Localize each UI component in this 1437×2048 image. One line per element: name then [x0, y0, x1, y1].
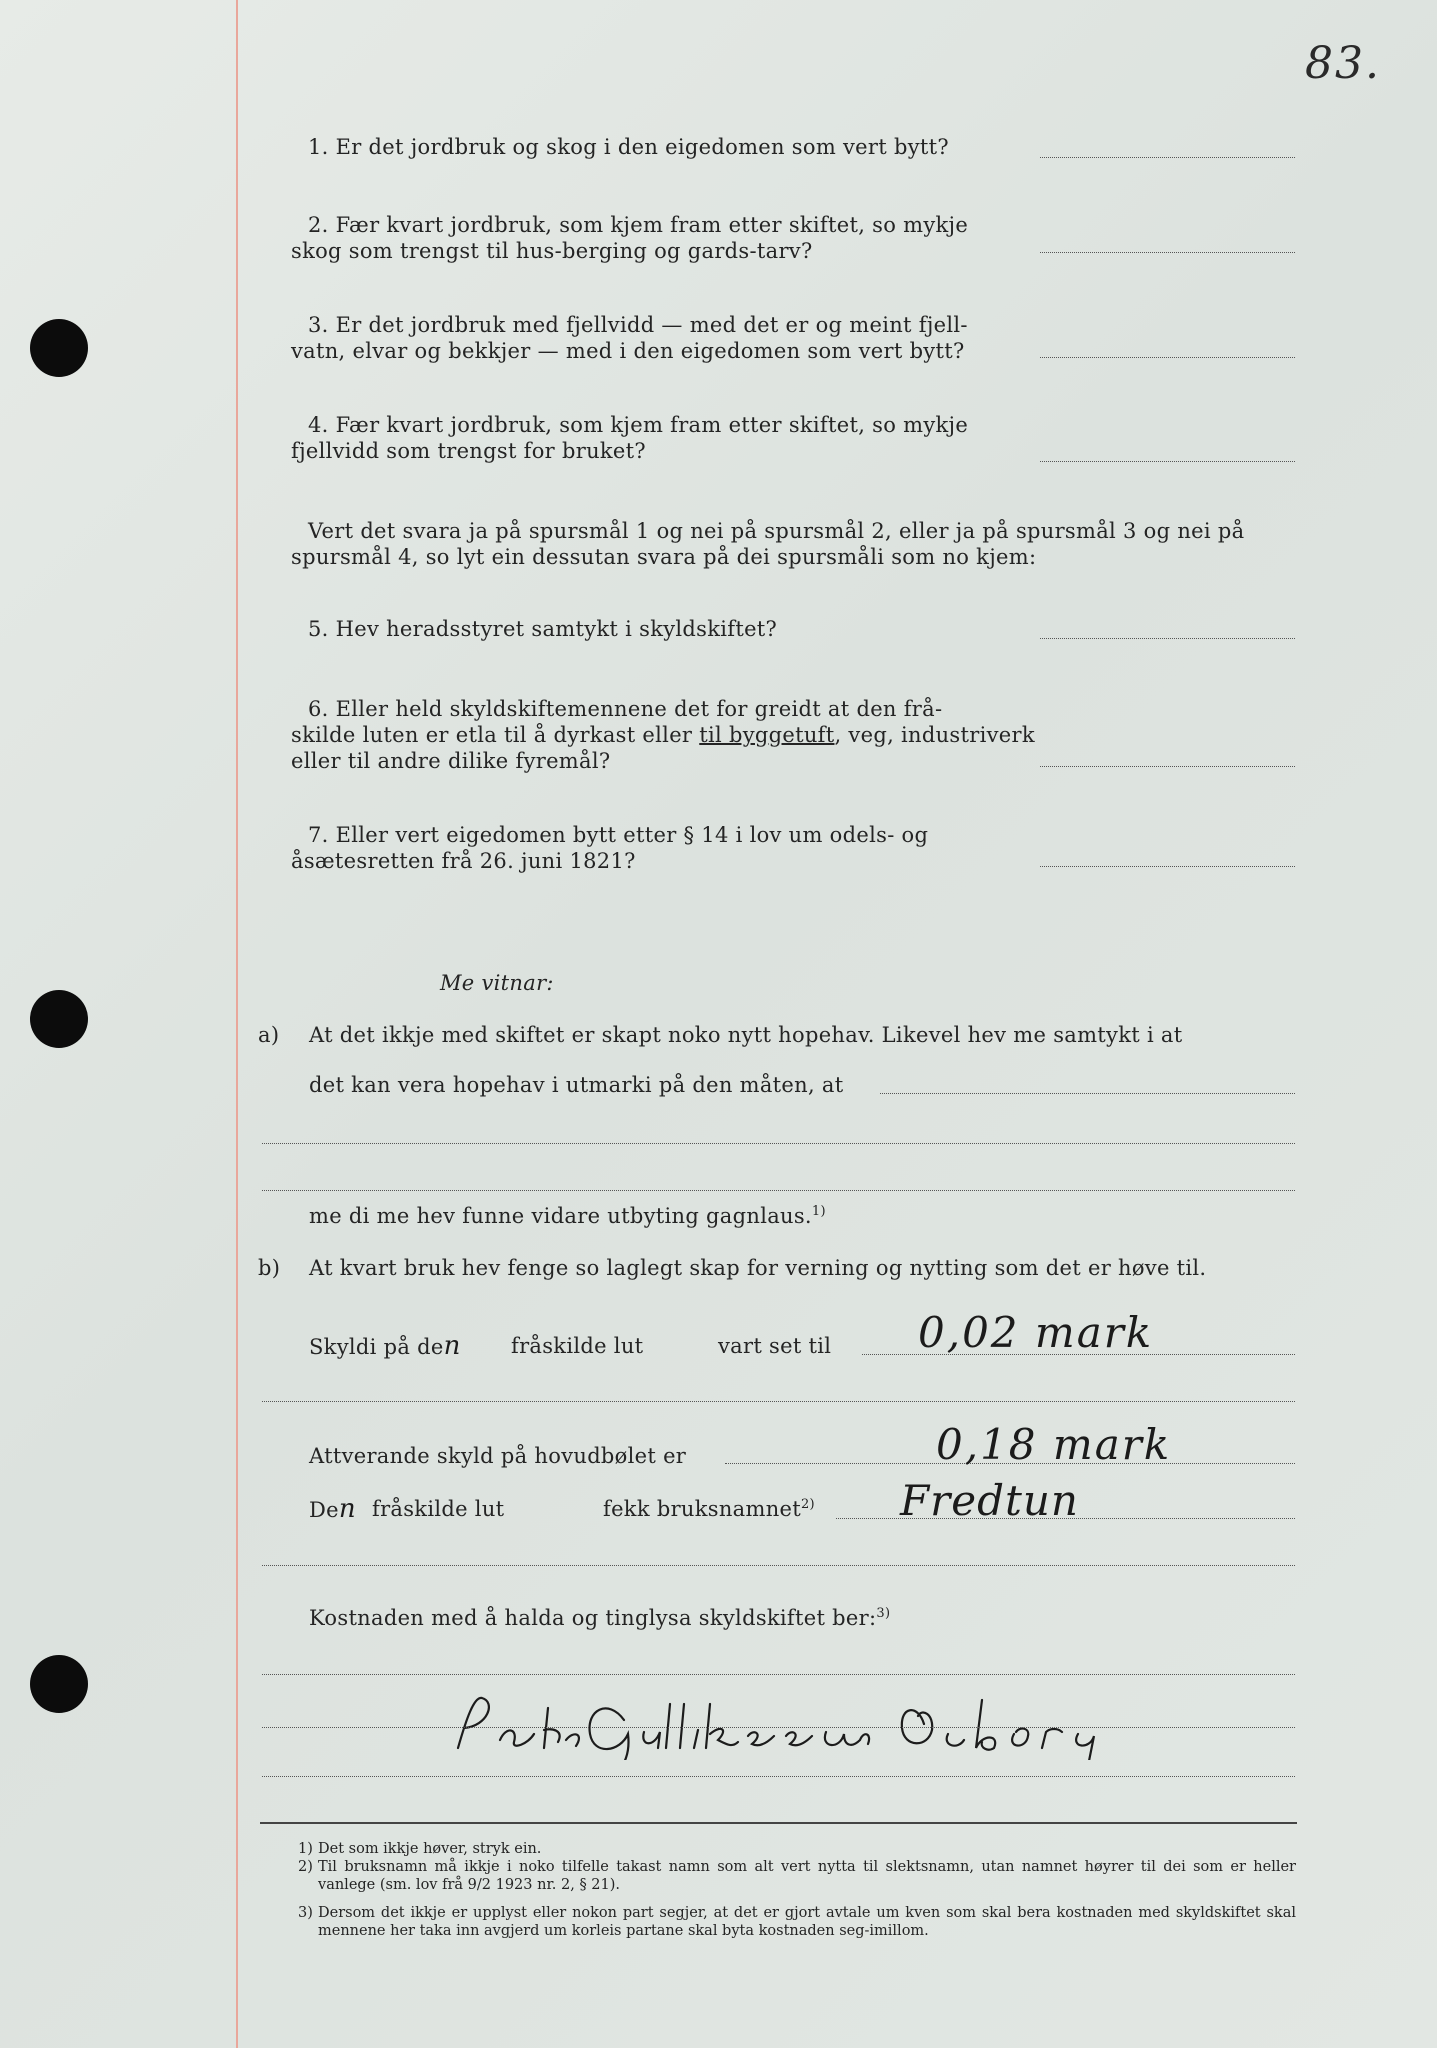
footnote-ref-2: 2)	[800, 1497, 815, 1512]
question-6-text-b: , veg, industriverk	[834, 723, 1035, 747]
kostnad-line	[262, 1674, 1295, 1675]
kostnad-line	[262, 1727, 1295, 1728]
section-a-line-2: det kan vera hopehav i utmarki på den måten, at	[309, 1073, 844, 1097]
footnote-ref-1: 1)	[811, 1204, 826, 1219]
footnote-2-label: 2)	[298, 1859, 313, 1875]
bruksnamn-label-c-text: fekk bruksnamnet	[603, 1497, 801, 1521]
question-4-line-2: fjellvidd som trengst for bruket?	[291, 439, 646, 463]
section-a-fill-line	[262, 1190, 1295, 1191]
footnote-3-label: 3)	[298, 1905, 313, 1921]
answer-line-2	[1040, 252, 1295, 253]
footnote-1-label: 1)	[298, 1841, 313, 1857]
section-a-label: a)	[258, 1023, 280, 1047]
punch-hole	[30, 319, 88, 377]
skyld-extra-line	[262, 1401, 1295, 1402]
punch-hole	[30, 990, 88, 1048]
skyld-value: 0,02 mark	[918, 1308, 1154, 1357]
answer-line-1	[1040, 157, 1295, 158]
skyld-label-a: Skyldi på de	[309, 1335, 444, 1359]
bruksnamn-label	[309, 1496, 356, 1523]
red-margin-line	[236, 0, 238, 2048]
handwritten-signature	[448, 1690, 1248, 1760]
question-6-text-a: skilde luten er etla til å dyrkast eller	[291, 723, 700, 747]
question-6-underlined: til byggetuft	[699, 723, 835, 747]
kostnad-label-text: Kostnaden med å halda og tinglysa skyldskiftet ber:	[309, 1606, 877, 1630]
question-1: 1. Er det jordbruk og skog i den eigedomen som vert bytt?	[308, 135, 949, 159]
kostnad-label	[309, 1605, 890, 1631]
question-6-line-2	[291, 722, 1035, 748]
bruksnamn-hand-n: n	[338, 1494, 356, 1524]
question-3-line-2: vatn, elvar og bekkjer — med i den eigedomen som vert bytt?	[291, 339, 965, 363]
section-a-fill-line	[880, 1093, 1295, 1094]
section-a-fill-line	[262, 1143, 1295, 1144]
section-b-label: b)	[258, 1256, 281, 1280]
question-5: 5. Hev heradsstyret samtykt i skyldskiftet?	[308, 617, 778, 641]
skyld-hand-n: n	[443, 1331, 461, 1361]
footnote-2-text: Til bruksnamn må ikkje i noko tilfelle takast namn som alt vert nytta til slektsnamn, utan namnet høyrer til dei som er heller vanlege (sm. lov frå 9/2 1923 nr. 2, § 21).	[318, 1859, 1296, 1893]
answer-line-7	[1040, 866, 1295, 867]
answer-line-6	[1040, 766, 1295, 767]
footnote-separator	[260, 1822, 1297, 1824]
question-4-line-1: 4. Fær kvart jordbruk, som kjem fram etter skiftet, so mykje	[308, 413, 969, 437]
kostnad-line	[262, 1776, 1295, 1777]
question-6-line-3: eller til andre dilike fyremål?	[291, 749, 611, 773]
footnote-ref-3: 3)	[876, 1606, 891, 1621]
answer-line-5	[1040, 638, 1295, 639]
footnote-1-text: Det som ikkje høver, stryk ein.	[318, 1841, 542, 1857]
question-6-line-1: 6. Eller held skyldskiftemennene det for greidt at den frå-	[308, 697, 943, 721]
question-7-line-1: 7. Eller vert eigedomen bytt etter § 14 i lov um odels- og	[308, 823, 929, 847]
bruksnamn-label-c	[603, 1496, 815, 1522]
section-a-line-3	[309, 1203, 826, 1229]
witness-heading: Me vitnar:	[440, 971, 554, 995]
instruction-line-2: spursmål 4, so lyt ein dessutan svara på dei spursmåli som no kjem:	[291, 545, 1037, 569]
answer-line-3	[1040, 357, 1295, 358]
section-b-line-1: At kvart bruk hev fenge so laglegt skap for verning og nytting som det er høve til.	[309, 1256, 1207, 1280]
instruction-line-1: Vert det svara ja på spursmål 1 og nei på spursmål 2, eller ja på spursmål 3 og nei på	[308, 519, 1245, 543]
footnote-3-text: Dersom det ikkje er upplyst eller nokon part segjer, at det er gjort avtale um kven som skal bera kostnaden med skyldskiftet skal mennene her taka inn avgjerd um korleis partane skal byta kostnaden seg-imillom.	[318, 1905, 1296, 1939]
bruksnamn-label-a: De	[309, 1498, 339, 1522]
attverande-label: Attverande skyld på hovudbølet er	[309, 1444, 687, 1468]
punch-hole	[30, 1655, 88, 1713]
section-a-line-1: At det ikkje med skiftet er skapt noko nytt hopehav. Likevel hev me samtykt i at	[309, 1023, 1183, 1047]
attverande-value: 0,18 mark	[936, 1420, 1172, 1469]
bruksnamn-value: Fredtun	[900, 1476, 1079, 1525]
skyld-label-c: vart set til	[718, 1334, 832, 1358]
answer-line-4	[1040, 461, 1295, 462]
bruksnamn-label-b: fråskilde lut	[372, 1497, 505, 1521]
question-7-line-2: åsætesretten frå 26. juni 1821?	[291, 849, 636, 873]
bruksnamn-extra-line	[262, 1565, 1295, 1566]
question-3-line-1: 3. Er det jordbruk med fjellvidd — med det er og meint fjell-	[308, 313, 968, 337]
skyld-label-b: fråskilde lut	[511, 1334, 644, 1358]
skyld-label	[309, 1333, 461, 1360]
question-2-line-1: 2. Fær kvart jordbruk, som kjem fram etter skiftet, so mykje	[308, 213, 969, 237]
question-2-line-2: skog som trengst til hus-berging og gards-tarv?	[291, 239, 813, 263]
section-a-line-3-text: me di me hev funne vidare utbyting gagnlaus.	[309, 1204, 812, 1228]
page-number: 83.	[1305, 38, 1381, 89]
